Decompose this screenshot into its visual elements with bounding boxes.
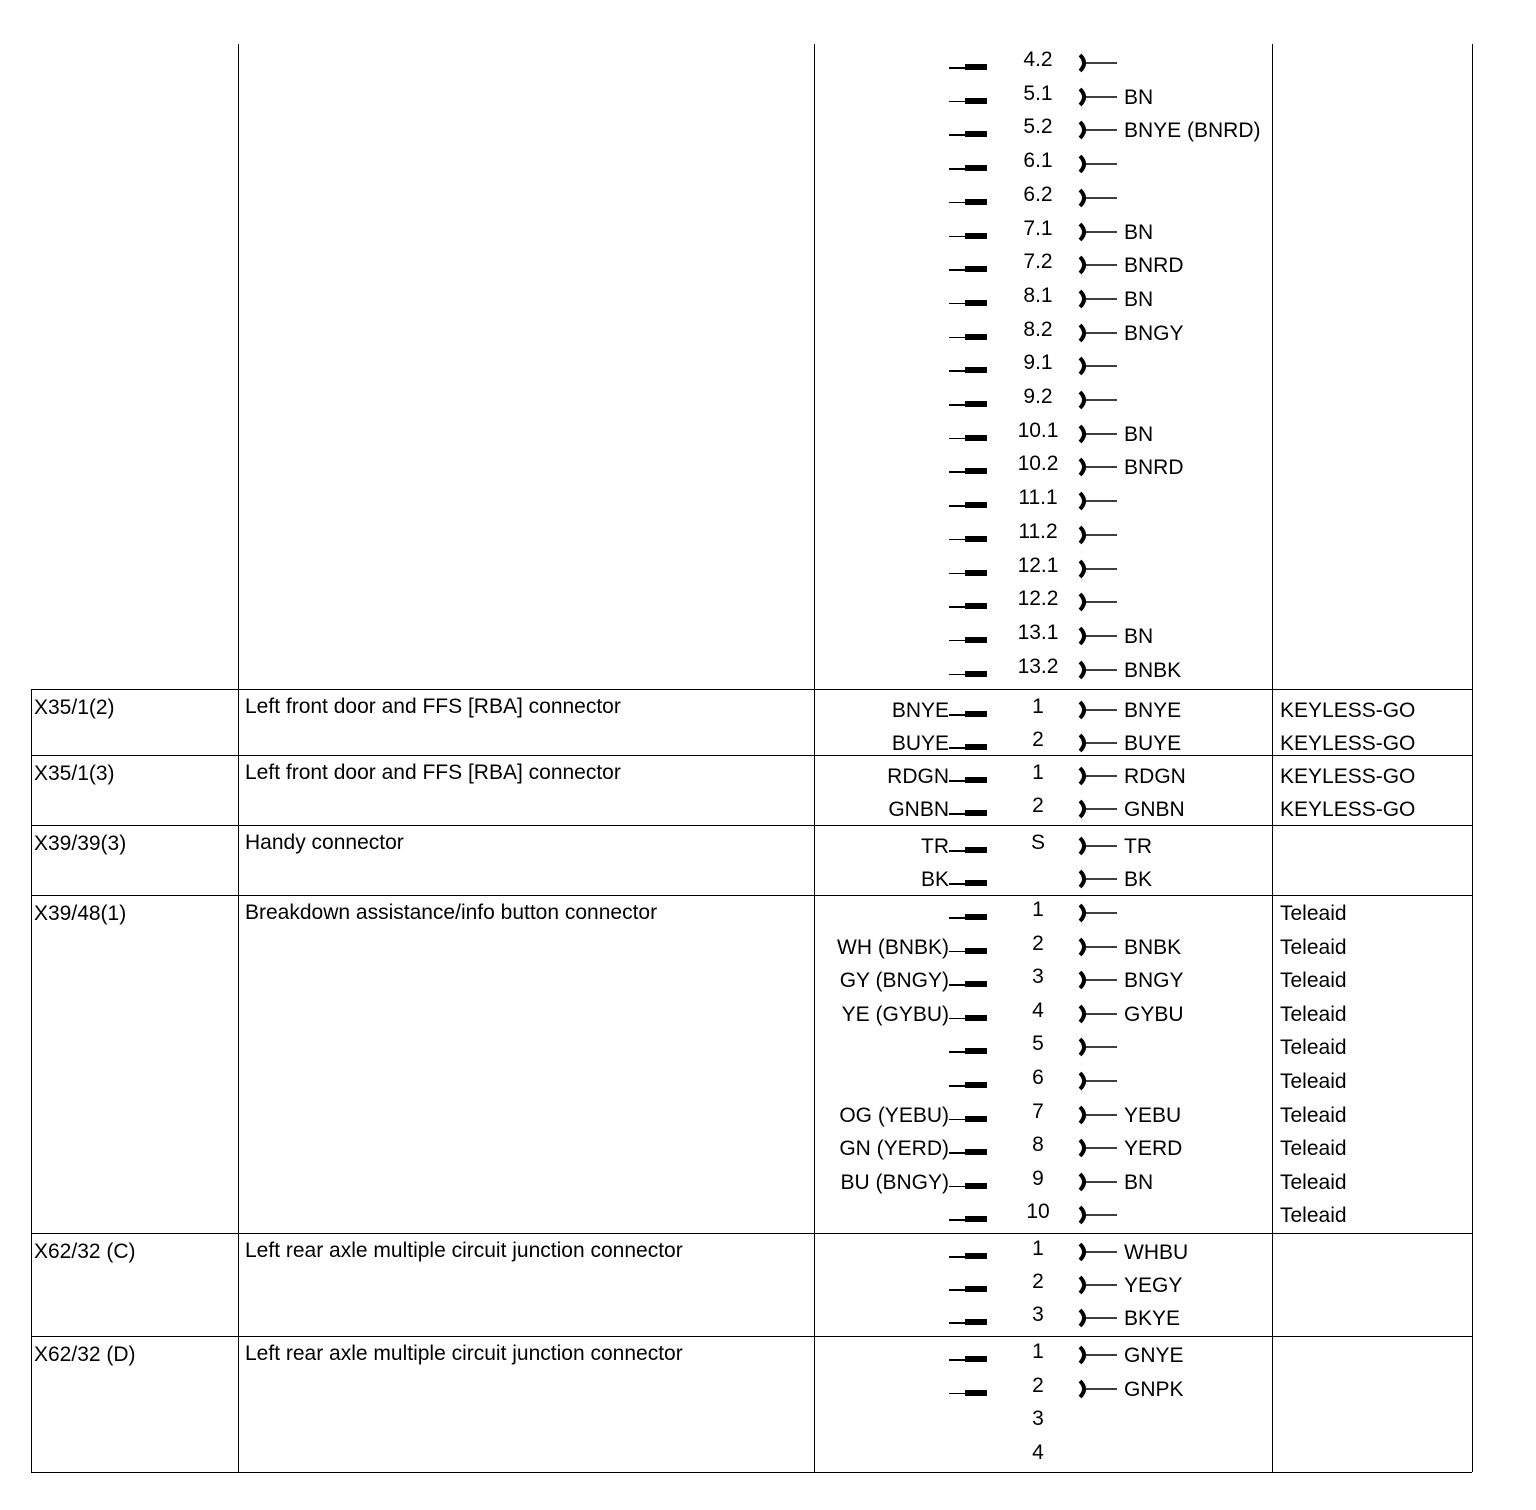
pin-row bbox=[815, 113, 1271, 147]
socket-icon bbox=[1077, 185, 1117, 216]
pin-row bbox=[815, 1165, 1271, 1199]
socket-icon bbox=[1077, 1068, 1117, 1099]
pin-contact-icon bbox=[965, 570, 987, 576]
pin-contact-icon bbox=[965, 880, 987, 886]
socket-icon bbox=[1077, 556, 1117, 587]
pin-right-wire-color: GNPK bbox=[1124, 1377, 1184, 1401]
socket-icon bbox=[1077, 1305, 1117, 1336]
pin-row bbox=[815, 1338, 1271, 1372]
pin-row bbox=[815, 896, 1271, 930]
pin-row bbox=[815, 585, 1271, 619]
pin-number: 13.2 bbox=[1017, 654, 1059, 678]
pin-number: 1 bbox=[1032, 1237, 1044, 1260]
pin-row bbox=[815, 693, 1271, 727]
pin-contact-icon bbox=[965, 334, 987, 340]
socket-icon bbox=[1077, 1034, 1117, 1065]
pin-contact-icon bbox=[965, 810, 987, 816]
pin-right-wire-color: BN bbox=[1124, 624, 1154, 648]
pin-number: 4 bbox=[1032, 998, 1044, 1022]
connector-description: Breakdown assistance/info button connector bbox=[245, 901, 658, 924]
pin-right-wire-color: BNBK bbox=[1124, 935, 1182, 959]
pin-number: 1 bbox=[1032, 898, 1044, 921]
socket-icon bbox=[1077, 387, 1117, 418]
socket-icon bbox=[1077, 421, 1117, 452]
column-divider bbox=[1472, 44, 1473, 1472]
pin-contact-icon bbox=[965, 1319, 987, 1325]
pin-contact-icon bbox=[965, 1356, 987, 1362]
pin-contact-icon bbox=[965, 1253, 987, 1259]
pin-contact-icon bbox=[965, 603, 987, 609]
pin-row bbox=[815, 829, 1271, 863]
row-divider bbox=[31, 1336, 1472, 1337]
pin-right-wire-color: BNYE (BNRD) bbox=[1124, 119, 1261, 143]
socket-icon bbox=[1077, 1135, 1117, 1166]
pin-number: 11.1 bbox=[1018, 486, 1058, 510]
socket-icon bbox=[1077, 934, 1117, 965]
pin-contact-icon bbox=[965, 199, 987, 205]
pin-right-wire-color: YEBU bbox=[1124, 1103, 1182, 1127]
pin-number: 6 bbox=[1032, 1066, 1044, 1089]
pin-right-wire-color: TR bbox=[1124, 835, 1152, 858]
pin-contact-icon bbox=[965, 914, 987, 920]
socket-icon bbox=[1077, 833, 1117, 864]
pin-number: 2 bbox=[1032, 1373, 1044, 1397]
pin-row bbox=[815, 726, 1271, 760]
pin-row bbox=[815, 1268, 1271, 1302]
pin-number: 10 bbox=[1026, 1200, 1050, 1224]
pin-contact-icon bbox=[965, 1149, 987, 1155]
pin-row bbox=[815, 181, 1271, 215]
row-divider bbox=[31, 689, 1472, 690]
pin-row bbox=[815, 653, 1271, 687]
socket-icon bbox=[1077, 50, 1117, 81]
socket-icon bbox=[1077, 320, 1117, 351]
pin-note: Teleaid bbox=[1280, 969, 1347, 993]
pin-number: 11.2 bbox=[1018, 519, 1058, 543]
pin-right-wire-color: BN bbox=[1124, 220, 1154, 244]
connector-code: X35/1(2) bbox=[34, 696, 115, 719]
pin-right-wire-color: YEGY bbox=[1124, 1274, 1183, 1297]
socket-icon bbox=[1077, 1342, 1117, 1373]
socket-icon bbox=[1077, 454, 1117, 485]
pin-row bbox=[815, 80, 1271, 114]
pin-row bbox=[815, 792, 1271, 826]
pin-row bbox=[815, 1064, 1271, 1098]
pin-right-wire-color: WHBU bbox=[1124, 1241, 1189, 1264]
pin-row bbox=[815, 759, 1271, 793]
pin-row bbox=[815, 862, 1271, 896]
pin-row bbox=[815, 349, 1271, 383]
pin-contact-icon bbox=[965, 468, 987, 474]
pin-left-wire-color: OG (YEBU) bbox=[839, 1103, 949, 1127]
pin-number: 12.1 bbox=[1017, 553, 1059, 577]
pin-row bbox=[815, 1098, 1271, 1132]
pin-contact-icon bbox=[965, 165, 987, 171]
pin-contact-icon bbox=[965, 981, 987, 987]
pin-contact-icon bbox=[965, 401, 987, 407]
socket-icon bbox=[1077, 1001, 1117, 1032]
pin-right-wire-color: BNBK bbox=[1124, 658, 1182, 682]
socket-icon bbox=[1077, 252, 1117, 283]
pin-right-wire-color: BNRD bbox=[1124, 254, 1184, 278]
pin-row bbox=[815, 1235, 1271, 1269]
pin-contact-icon bbox=[965, 536, 987, 542]
pin-contact-icon bbox=[965, 1390, 987, 1396]
socket-icon bbox=[1077, 522, 1117, 553]
pin-right-wire-color: BNGY bbox=[1124, 969, 1184, 993]
pin-row bbox=[815, 282, 1271, 316]
pin-row bbox=[815, 997, 1271, 1031]
pin-number: 13.1 bbox=[1017, 620, 1059, 644]
pin-left-wire-color: BNYE bbox=[891, 699, 949, 722]
pin-note: Teleaid bbox=[1280, 902, 1347, 925]
socket-icon bbox=[1077, 866, 1117, 897]
pin-note: KEYLESS-GO bbox=[1280, 798, 1416, 821]
pin-note: KEYLESS-GO bbox=[1280, 699, 1416, 722]
column-divider bbox=[1272, 44, 1273, 1472]
pin-left-wire-color: BUYE bbox=[891, 732, 949, 755]
connector-code: X39/48(1) bbox=[34, 902, 127, 925]
pin-number: 6.1 bbox=[1023, 149, 1053, 173]
socket-icon bbox=[1077, 589, 1117, 620]
pin-number: 5.2 bbox=[1023, 115, 1053, 139]
pin-contact-icon bbox=[965, 948, 987, 954]
pin-right-wire-color: BNGY bbox=[1124, 321, 1184, 345]
pin-row bbox=[815, 1439, 1271, 1473]
pin-left-wire-color: GY (BNGY) bbox=[839, 969, 949, 993]
socket-icon bbox=[1077, 151, 1117, 182]
connector-code: X39/39(3) bbox=[34, 832, 127, 855]
connector-description: Handy connector bbox=[245, 831, 404, 854]
pin-number: 9 bbox=[1032, 1166, 1044, 1190]
pin-number: 1 bbox=[1032, 761, 1044, 784]
pin-right-wire-color: BN bbox=[1124, 422, 1154, 446]
pin-left-wire-color: BU (BNGY) bbox=[840, 1170, 949, 1194]
connector-code: X35/1(3) bbox=[34, 762, 115, 785]
pin-row bbox=[815, 1198, 1271, 1232]
socket-icon bbox=[1077, 117, 1117, 148]
pin-number: 1 bbox=[1032, 695, 1044, 718]
pin-contact-icon bbox=[965, 1082, 987, 1088]
pin-note: Teleaid bbox=[1280, 1137, 1347, 1161]
pin-number: 7 bbox=[1032, 1099, 1044, 1123]
socket-icon bbox=[1077, 286, 1117, 317]
pin-note: Teleaid bbox=[1280, 1204, 1347, 1228]
pin-contact-icon bbox=[965, 847, 987, 853]
pin-number: 3 bbox=[1032, 1303, 1044, 1326]
pin-contact-icon bbox=[965, 744, 987, 750]
pin-right-wire-color: GYBU bbox=[1124, 1002, 1184, 1026]
connector-description: Left front door and FFS [RBA] connector bbox=[245, 761, 621, 784]
pin-right-wire-color: GNBN bbox=[1124, 798, 1185, 821]
pin-contact-icon bbox=[965, 777, 987, 783]
pin-right-wire-color: BUYE bbox=[1124, 732, 1182, 755]
pin-number: 9.2 bbox=[1023, 385, 1053, 408]
pin-note: Teleaid bbox=[1280, 1170, 1347, 1194]
pin-number: 3 bbox=[1032, 1407, 1044, 1430]
socket-icon bbox=[1077, 900, 1117, 931]
pin-number: 8.2 bbox=[1023, 317, 1053, 341]
pin-note: Teleaid bbox=[1280, 935, 1347, 959]
socket-icon bbox=[1077, 1102, 1117, 1133]
socket-icon bbox=[1077, 1169, 1117, 1200]
pin-number: 7.1 bbox=[1023, 216, 1053, 240]
socket-icon bbox=[1077, 730, 1117, 761]
socket-icon bbox=[1077, 1376, 1117, 1407]
pin-row bbox=[815, 1030, 1271, 1064]
pin-row bbox=[815, 316, 1271, 350]
pin-row bbox=[815, 450, 1271, 484]
pin-row bbox=[815, 1372, 1271, 1406]
socket-icon bbox=[1077, 353, 1117, 384]
pin-left-wire-color: WH (BNBK) bbox=[837, 935, 949, 959]
pin-contact-icon bbox=[965, 502, 987, 508]
pin-right-wire-color: BN bbox=[1124, 85, 1154, 109]
pin-number: 5 bbox=[1032, 1032, 1044, 1056]
pin-right-wire-color: BNYE bbox=[1124, 699, 1182, 722]
pin-right-wire-color: RDGN bbox=[1124, 765, 1186, 788]
pin-right-wire-color: BNRD bbox=[1124, 456, 1184, 480]
connector-description: Left rear axle multiple circuit junction connector bbox=[245, 1342, 683, 1365]
pin-row bbox=[815, 930, 1271, 964]
pin-number: S bbox=[1030, 831, 1045, 854]
column-divider bbox=[238, 44, 239, 1472]
pin-contact-icon bbox=[965, 266, 987, 272]
pin-number: 10.1 bbox=[1017, 418, 1059, 442]
pin-number: 4.2 bbox=[1023, 48, 1053, 71]
pin-row bbox=[815, 147, 1271, 181]
pin-row bbox=[815, 484, 1271, 518]
pin-row bbox=[815, 383, 1271, 417]
socket-icon bbox=[1077, 657, 1117, 688]
pin-number: 10.2 bbox=[1017, 452, 1059, 476]
pin-left-wire-color: GNBN bbox=[888, 798, 949, 821]
socket-icon bbox=[1077, 1202, 1117, 1233]
socket-icon bbox=[1077, 796, 1117, 827]
column-divider bbox=[31, 689, 32, 1472]
pin-number: 6.2 bbox=[1023, 182, 1053, 206]
pin-number: 2 bbox=[1032, 794, 1044, 817]
pin-contact-icon bbox=[965, 131, 987, 137]
pin-number: 5.1 bbox=[1023, 81, 1053, 105]
pin-row bbox=[815, 619, 1271, 653]
pin-row bbox=[815, 1405, 1271, 1439]
pin-contact-icon bbox=[965, 64, 987, 70]
pin-contact-icon bbox=[965, 1116, 987, 1122]
pin-row bbox=[815, 46, 1271, 80]
pin-number: 4 bbox=[1032, 1440, 1044, 1464]
pin-number: 9.1 bbox=[1023, 351, 1053, 375]
pin-contact-icon bbox=[965, 1216, 987, 1222]
pin-left-wire-color: RDGN bbox=[887, 765, 949, 788]
pin-row bbox=[815, 1301, 1271, 1335]
socket-icon bbox=[1077, 488, 1117, 519]
pin-right-wire-color: YERD bbox=[1124, 1137, 1183, 1161]
pin-contact-icon bbox=[965, 98, 987, 104]
socket-icon bbox=[1077, 623, 1117, 654]
pin-row bbox=[815, 1131, 1271, 1165]
connector-code: X62/32 (D) bbox=[34, 1343, 136, 1366]
pin-note: Teleaid bbox=[1280, 1103, 1347, 1127]
pin-note: KEYLESS-GO bbox=[1280, 765, 1416, 788]
pin-right-wire-color: GNYE bbox=[1124, 1344, 1184, 1367]
pin-note: Teleaid bbox=[1280, 1002, 1347, 1026]
pin-contact-icon bbox=[965, 233, 987, 239]
pin-note: Teleaid bbox=[1280, 1036, 1347, 1060]
pin-contact-icon bbox=[965, 1048, 987, 1054]
pin-number: 8 bbox=[1032, 1133, 1044, 1157]
pin-number: 8.1 bbox=[1023, 283, 1053, 307]
pin-contact-icon bbox=[965, 1015, 987, 1021]
row-divider bbox=[31, 1233, 1472, 1234]
pin-number: 1 bbox=[1032, 1340, 1044, 1363]
pin-right-wire-color: BN bbox=[1124, 1170, 1154, 1194]
pin-row bbox=[815, 248, 1271, 282]
pin-right-wire-color: BN bbox=[1124, 287, 1154, 311]
pin-contact-icon bbox=[965, 300, 987, 306]
pin-number: 7.2 bbox=[1023, 250, 1053, 274]
pin-contact-icon bbox=[965, 637, 987, 643]
pin-number: 3 bbox=[1032, 965, 1044, 989]
pin-left-wire-color: GN (YERD) bbox=[839, 1137, 949, 1161]
pin-number: 2 bbox=[1032, 1270, 1044, 1293]
pin-left-wire-color: YE (GYBU) bbox=[841, 1002, 949, 1026]
socket-icon bbox=[1077, 1272, 1117, 1303]
pin-note: KEYLESS-GO bbox=[1280, 732, 1416, 755]
pin-left-wire-color: TR bbox=[921, 835, 949, 858]
socket-icon bbox=[1077, 219, 1117, 250]
pin-contact-icon bbox=[965, 1286, 987, 1292]
pin-contact-icon bbox=[965, 711, 987, 717]
pin-contact-icon bbox=[965, 435, 987, 441]
connector-description: Left rear axle multiple circuit junction connector bbox=[245, 1239, 683, 1262]
pin-row bbox=[815, 518, 1271, 552]
pin-right-wire-color: BK bbox=[1124, 868, 1153, 891]
pin-note: Teleaid bbox=[1280, 1070, 1347, 1093]
socket-icon bbox=[1077, 1239, 1117, 1270]
pin-right-wire-color: BKYE bbox=[1124, 1307, 1181, 1330]
connector-description: Left front door and FFS [RBA] connector bbox=[245, 695, 621, 718]
socket-icon bbox=[1077, 763, 1117, 794]
socket-icon bbox=[1077, 697, 1117, 728]
pin-row bbox=[815, 963, 1271, 997]
pin-contact-icon bbox=[965, 367, 987, 373]
pin-number: 12.2 bbox=[1017, 587, 1059, 611]
socket-icon bbox=[1077, 84, 1117, 115]
pin-row bbox=[815, 417, 1271, 451]
pin-contact-icon bbox=[965, 671, 987, 677]
pin-number: 2 bbox=[1032, 931, 1044, 955]
pin-number: 2 bbox=[1032, 728, 1044, 751]
pin-left-wire-color: BK bbox=[920, 868, 949, 891]
pin-row bbox=[815, 552, 1271, 586]
pin-row bbox=[815, 215, 1271, 249]
connector-code: X62/32 (C) bbox=[34, 1240, 136, 1263]
pin-contact-icon bbox=[965, 1183, 987, 1189]
socket-icon bbox=[1077, 967, 1117, 998]
